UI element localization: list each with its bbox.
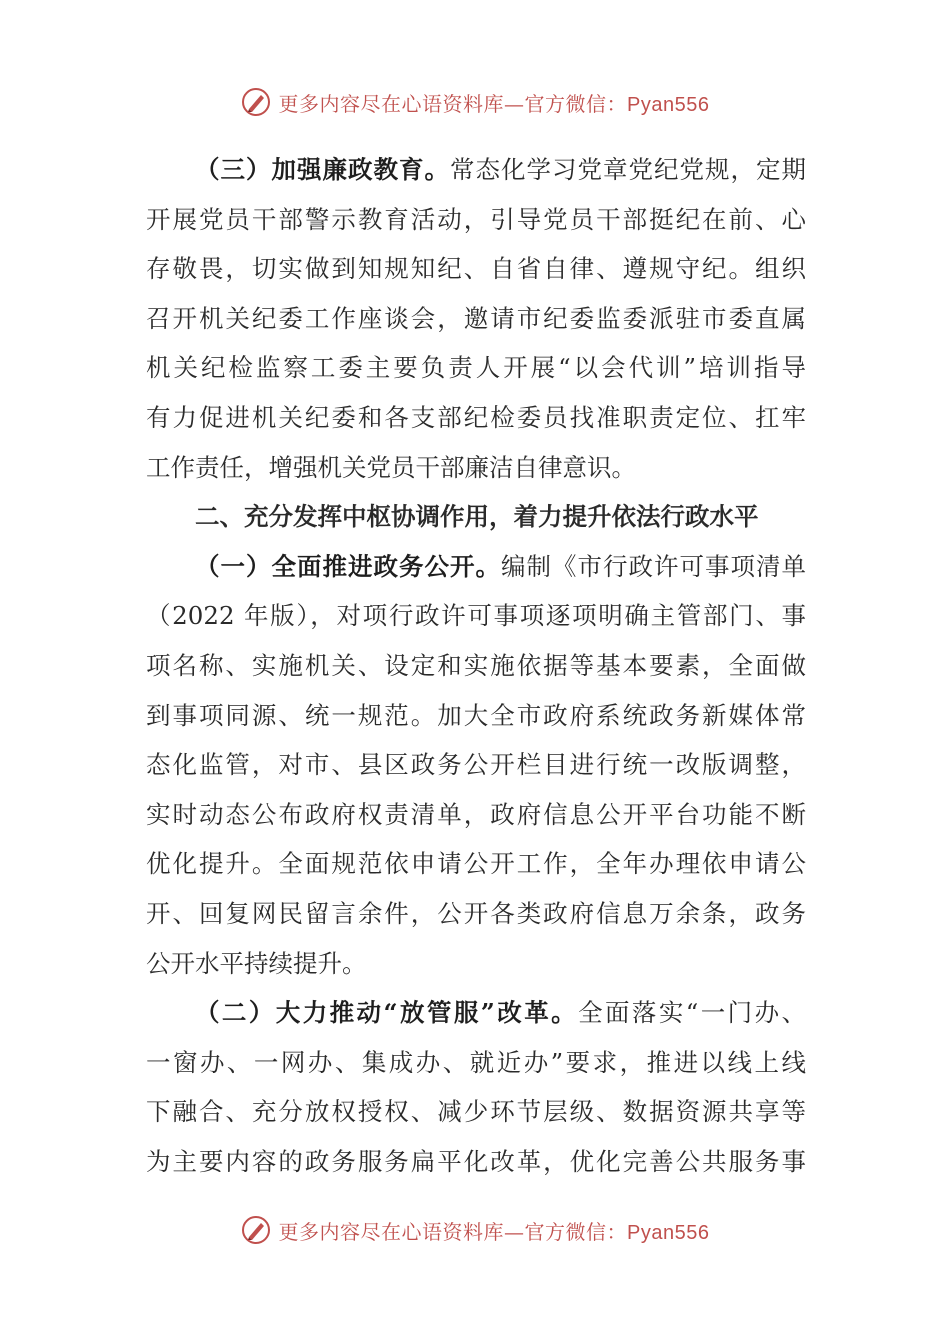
paragraph-line: 开、回复网民留言余件，公开各类政府信息万余条，政务	[146, 898, 806, 928]
paragraph-line: 实时动态公布政府权责清单，政府信息公开平台功能不断	[146, 799, 806, 829]
watermark-text: 更多内容尽在心语资料库—官方微信：Pyan556	[278, 1219, 710, 1244]
paragraph-line: （二）大力推动“放管服”改革。全面落实“一门办、	[195, 998, 806, 1028]
paragraph-line: 为主要内容的政务服务扁平化改革，优化完善公共服务事	[146, 1146, 806, 1176]
paragraph-line: （2022 年版），对项行政许可事项逐项明确主管部门、事	[146, 601, 806, 631]
paragraph-line: 优化提升。全面规范依申请公开工作，全年办理依申请公	[146, 849, 806, 879]
watermark-handle: Pyan556	[627, 1221, 710, 1244]
paragraph-line: 项名称、实施机关、设定和实施依据等基本要素，全面做	[146, 650, 806, 680]
paragraph-line: 一窗办、一网办、集成办、就近办”要求，推进以线上线	[146, 1047, 806, 1077]
paragraph-line: 工作责任，增强机关党员干部廉洁自律意识。	[146, 452, 636, 482]
paragraph-line: （一）全面推进政务公开。编制《市行政许可事项清单	[195, 551, 806, 581]
paragraph-line: （三）加强廉政教育。常态化学习党章党纪党规，定期	[195, 155, 806, 184]
paragraph-line: 公开水平持续提升。	[146, 948, 367, 978]
paragraph-line: 有力促进机关纪委和各支部纪检委员找准职责定位、扛牢	[146, 402, 806, 432]
paragraph-lead: （三）加强廉政教育。	[195, 155, 450, 184]
paragraph-line: 到事项同源、统一规范。加大全市政府系统政务新媒体常	[146, 700, 806, 730]
paragraph-line: 存敬畏，切实做到知规知纪、自省自律、遵规守纪。组织	[146, 254, 806, 284]
paragraph-line: 召开机关纪委工作座谈会，邀请市纪委监委派驻市委直属	[146, 303, 806, 333]
paragraph-line: 机关纪检监察工委主要负责人开展“以会代训”培训指导	[146, 353, 806, 383]
paragraph-line: 下融合、充分放权授权、减少环节层级、数据资源共享等	[146, 1097, 806, 1127]
document-body	[146, 145, 806, 1186]
watermark-handle: Pyan556	[627, 93, 710, 116]
watermark-banner-top	[0, 82, 950, 122]
section-heading: 二、充分发挥中枢协调作用，着力提升依法行政水平	[195, 502, 759, 532]
paragraph-line: 开展党员干部警示教育活动，引导党员干部挺纪在前、心	[146, 204, 806, 234]
pen-logo-icon	[241, 87, 271, 117]
paragraph-lead: （二）大力推动“放管服”改革。	[195, 998, 579, 1028]
paragraph-lead: （一）全面推进政务公开。	[195, 551, 501, 581]
watermark-text: 更多内容尽在心语资料库—官方微信：Pyan556	[278, 91, 710, 116]
pen-logo-icon	[241, 1215, 271, 1245]
watermark-banner-bottom	[0, 1210, 950, 1250]
paragraph-line: 态化监管，对市、县区政务公开栏目进行统一改版调整，	[146, 750, 806, 780]
